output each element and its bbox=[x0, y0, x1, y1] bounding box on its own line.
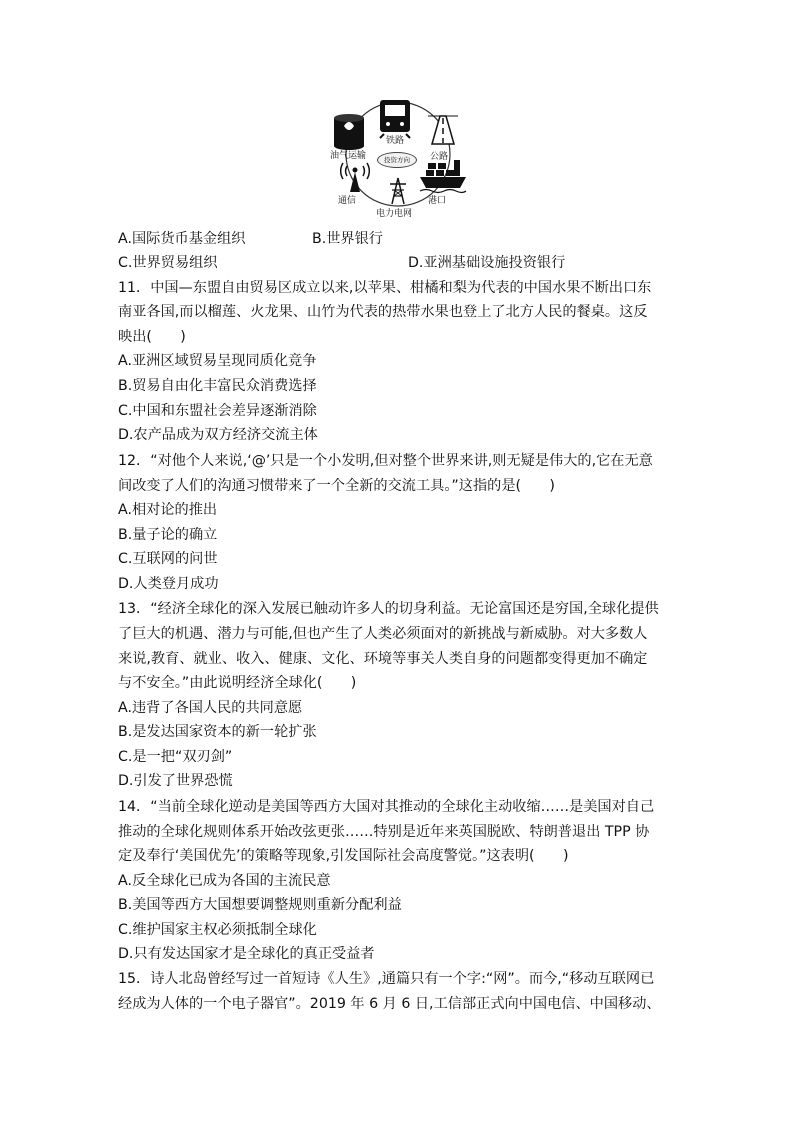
q12-option-b: B.量子论的确立 bbox=[118, 527, 218, 543]
q14-option-d: D.只有发达国家才是全球化的真正受益者 bbox=[118, 946, 375, 962]
port-label: 港口 bbox=[428, 196, 447, 206]
q11-option-d: D.农产品成为双方经济交流主体 bbox=[118, 427, 318, 443]
oil-drum-icon bbox=[334, 114, 364, 150]
oil-gas-label: 油气运输 bbox=[330, 151, 367, 161]
q15-stem-line-2: 经成为人体的一个电子器官”。2019 年 6 月 6 日,工信部正式向中国电信、中国移动、 bbox=[118, 996, 661, 1012]
q10-option-a: A.国际货币基金组织 bbox=[118, 231, 246, 247]
q15-stem-line-1: 15．诗人北岛曾经写过一首短诗《人生》,通篇只有一个字:“网”。而今,“移动互联网已 bbox=[118, 971, 655, 987]
q13-stem-line-4: 与不安全。”由此说明经济全球化( ) bbox=[118, 675, 357, 691]
q10-option-d: D.亚洲基础设施投资银行 bbox=[408, 255, 566, 271]
telecom-label: 通信 bbox=[338, 196, 357, 206]
q14-stem-line-3: 定及奉行‘美国优先’的策略等现象,引发国际社会高度警觉。”这表明( ) bbox=[118, 848, 569, 864]
q12-stem-line-2: 间改变了人们的沟通习惯带来了一个全新的交流工具。”这指的是( ) bbox=[118, 478, 555, 494]
q14-stem-line-1: 14．“当前全球化逆动是美国等西方大国对其推动的全球化主动收缩……是美国对自己 bbox=[118, 799, 655, 815]
q12-option-d: D.人类登月成功 bbox=[118, 576, 219, 592]
road-label: 公路 bbox=[430, 152, 449, 162]
q14-option-a: A.反全球化已成为各国的主流民意 bbox=[118, 873, 331, 889]
q11-option-c: C.中国和东盟社会差异逐渐消除 bbox=[118, 403, 317, 419]
q14-option-c: C.维护国家主权必须抵制全球化 bbox=[118, 922, 317, 938]
telecom-tower-icon bbox=[341, 163, 370, 192]
train-icon bbox=[380, 100, 410, 138]
railway-label: 铁路 bbox=[386, 136, 405, 146]
q13-option-d: D.引发了世界恐慌 bbox=[118, 773, 233, 789]
q10-option-b: B.世界银行 bbox=[312, 231, 383, 247]
q11-stem-line-3: 映出( ) bbox=[118, 329, 186, 345]
power-grid-label: 电力电网 bbox=[376, 209, 413, 219]
q14-option-b: B.美国等西方大国想要调整规则重新分配利益 bbox=[118, 897, 402, 913]
q13-stem-line-2: 了巨大的机遇、潜力与可能,但也产生了人类必须面对的新挑战与新威胁。对大多数人 bbox=[118, 626, 648, 642]
power-pylon-icon bbox=[390, 178, 406, 204]
q13-option-a: A.违背了各国人民的共同意愿 bbox=[118, 700, 303, 716]
investment-direction-label: 投资方向 bbox=[377, 152, 417, 168]
q12-stem-line-1: 12．“对他个人来说,‘@’只是一个小发明,但对整个世界来讲,则无疑是伟大的,它在无意 bbox=[118, 453, 653, 469]
q12-option-a: A.相对论的推出 bbox=[118, 502, 218, 518]
q13-option-c: C.是一把“双刃剑” bbox=[118, 749, 233, 765]
q10-option-c: C.世界贸易组织 bbox=[118, 255, 218, 271]
q14-stem-line-2: 推动的全球化规则体系开始改弦更张……特别是近年来英国脱欧、特朗普退出 TPP 协 bbox=[118, 824, 650, 840]
container-ship-icon bbox=[420, 160, 466, 193]
q11-option-a: A.亚洲区域贸易呈现同质化竞争 bbox=[118, 353, 317, 369]
q11-stem-line-1: 11．中国—东盟自由贸易区成立以来,以苹果、柑橘和梨为代表的中国水果不断出口东 bbox=[118, 280, 652, 296]
q13-stem-line-3: 来说,教育、就业、收入、健康、文化、环境等事关人类自身的问题都变得更加不确定 bbox=[118, 651, 648, 667]
road-icon bbox=[428, 116, 458, 144]
q11-stem-line-2: 南亚各国,而以榴莲、火龙果、山竹为代表的热带水果也登上了北方人民的餐桌。这反 bbox=[118, 304, 648, 320]
q12-option-c: C.互联网的问世 bbox=[118, 551, 218, 567]
q11-option-b: B.贸易自由化丰富民众消费选择 bbox=[118, 378, 317, 394]
q13-option-b: B.是发达国家资本的新一轮扩张 bbox=[118, 724, 317, 740]
investment-direction-figure bbox=[328, 96, 468, 222]
q13-stem-line-1: 13．“经济全球化的深入发展已触动许多人的切身利益。无论富国还是穷国,全球化提供 bbox=[118, 601, 659, 617]
